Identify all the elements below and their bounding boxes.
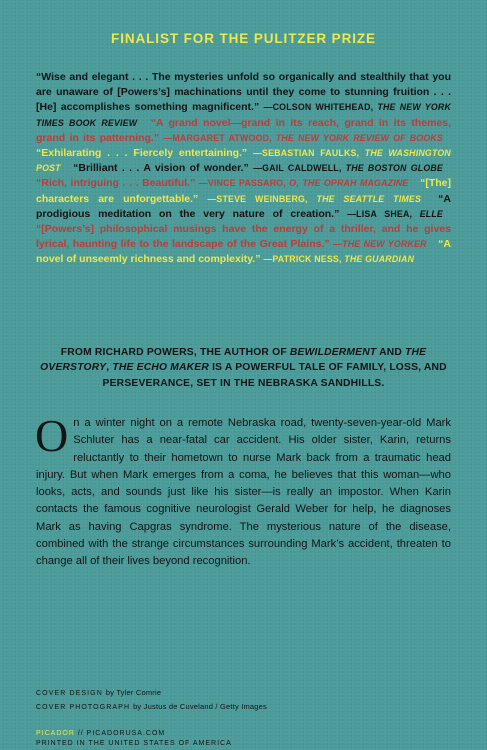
cover-design-credit: COVER DESIGN by Tyler Comrie: [36, 688, 162, 697]
synopsis-text: n a winter night on a remote Nebraska road, twenty-seven-year-old Mark Schluter has a near-fatal car accident. His older sister, Karin, returns reluctantly to their hometown to nurse Mark back from a traumatic head injury. But when Mark emerges from a coma, he believes that this woman—who looks, acts, and sounds just like his sister—is really an impostor. When Karin contacts the famous cognitive neurologist Gerald Weber for help, he diagnoses Mark as having Capgras syndrome. The mysterious nature of the disease, combined with the strange circumstances surrounding Mark’s accident, threaten to change all of their lives beyond recognition.: [36, 417, 451, 568]
printed-in: PRINTED IN THE UNITED STATES OF AMERICA: [36, 740, 232, 747]
blurb-6: “[The] characters are unforgettable.” —STEVE WEINBERG, THE SEATTLE TIMES: [36, 177, 451, 205]
headline: FINALIST FOR THE PULITZER PRIZE: [111, 31, 376, 46]
publisher-site: // PICADORUSA.COM: [74, 730, 166, 737]
blurb-3: “Exhilarating . . . Fiercely entertaining.” —SEBASTIAN FAULKS, THE WASHINGTON POST: [36, 147, 451, 174]
intro-tagline: FROM RICHARD POWERS, THE AUTHOR OF BEWILDERMENT AND THE OVERSTORY, THE ECHO MAKER IS A POWERFUL TALE OF FAMILY, LOSS, AND PERSEVERANCE, SET IN THE NEBRASKA SANDHILLS.: [40, 347, 447, 389]
blurb-4: “Brilliant . . . A vision of wonder.” —GAIL CALDWELL, THE BOSTON GLOBE: [73, 162, 443, 175]
blurb-7: “A prodigious meditation on the very nature of creation.” —LISA SHEA, ELLE: [36, 192, 451, 220]
drop-cap: O: [35, 410, 69, 461]
blurb-2: “A grand novel—grand in its reach, grand in its themes, grand in its patterning.” —MARGARET ATWOOD, THE NEW YORK REVIEW OF BOOKS: [36, 116, 452, 144]
blurb-1: “Wise and elegant . . . The mysteries unfold so organically and stealthily that you are unaware of [Powers’s] machinations until they come to stunning fruition . . . [He] accomplishes something magnificent.” —COLSON WHITEHEAD, THE NEW YORK TIMES BOOK REVIEW: [36, 71, 451, 128]
blurbs-block: [36, 70, 451, 268]
blurb-8: “[Powers’s] philosophical musings have the energy of a thriller, and he gives lyrical, haunting life to the landscape of the Great Plains.” —THE NEW YORKER: [36, 223, 451, 251]
credits: [36, 687, 451, 714]
blurb-5: “Rich, intriguing . . . Beautiful.” —VINCE PASSARO, O, THE OPRAH MAGAZINE: [36, 177, 409, 190]
blurb-9: “A novel of unseemly richness and complexity.” —PATRICK NESS, THE GUARDIAN: [36, 238, 452, 266]
publisher-info: [36, 729, 451, 749]
synopsis: [35, 410, 451, 571]
cover-photo-credit: COVER PHOTOGRAPH by Justus de Cuveland / Getty Images: [36, 701, 267, 711]
publisher-name: PICADOR: [36, 730, 75, 737]
